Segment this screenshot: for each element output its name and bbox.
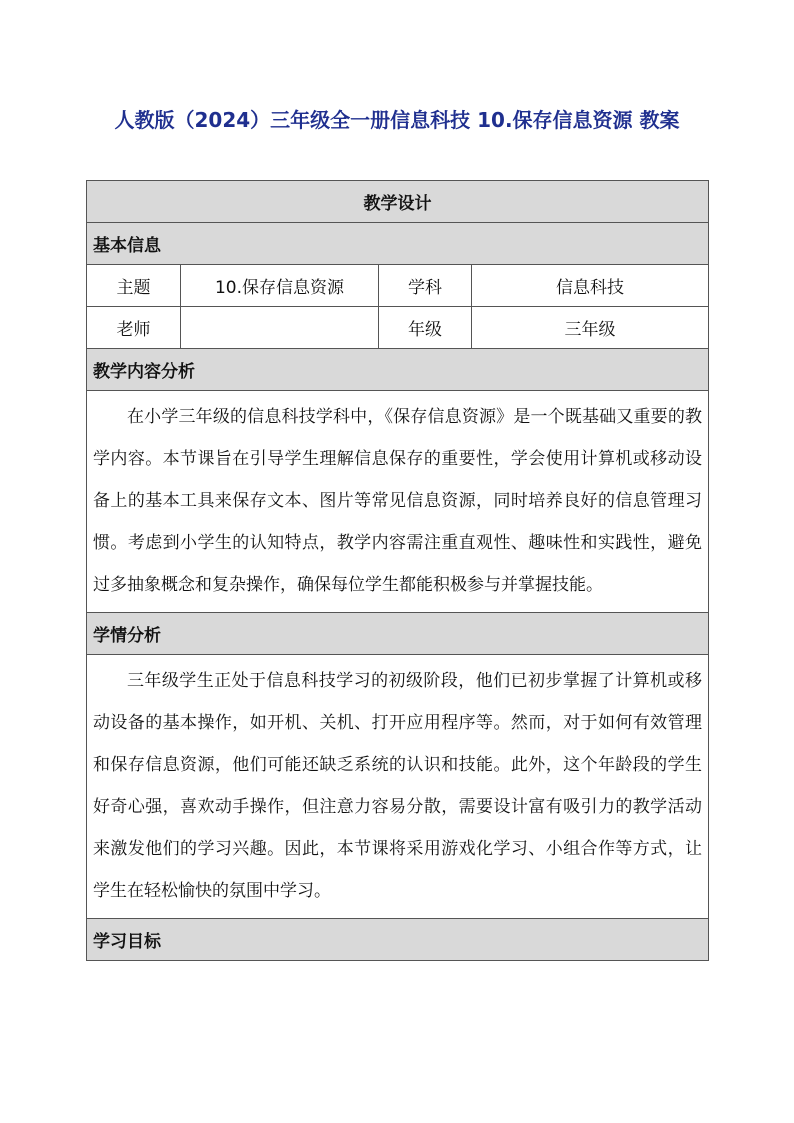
lesson-plan-table (86, 180, 709, 961)
grade-label: 年级 (379, 307, 472, 349)
info-row-teacher (87, 307, 709, 349)
teacher-label: 老师 (87, 307, 181, 349)
teacher-value (181, 307, 379, 349)
grade-value: 三年级 (472, 307, 709, 349)
section-content-analysis: 教学内容分析 (87, 349, 709, 391)
subject-value: 信息科技 (472, 265, 709, 307)
topic-label: 主题 (87, 265, 181, 307)
topic-value: 10.保存信息资源 (181, 265, 379, 307)
document-title: 人教版（2024）三年级全一册信息科技 10.保存信息资源 教案 (114, 108, 680, 132)
table-header: 教学设计 (87, 181, 709, 223)
section-learner-analysis: 学情分析 (87, 613, 709, 655)
learner-analysis-text: 三年级学生正处于信息科技学习的初级阶段，他们已初步掌握了计算机或移动设备的基本操作，如开机、关机、打开应用程序等。然而，对于如何有效管理和保存信息资源，他们可能还缺乏系统的认识和技能。此外，这个年龄段的学生好奇心强，喜欢动手操作，但注意力容易分散，需要设计富有吸引力的教学活动来激发他们的学习兴趣。因此，本节课将采用游戏化学习、小组合作等方式，让学生在轻松愉快的氛围中学习。 (87, 655, 709, 919)
subject-label: 学科 (379, 265, 472, 307)
content-analysis-text: 在小学三年级的信息科技学科中，《保存信息资源》是一个既基础又重要的教学内容。本节课旨在引导学生理解信息保存的重要性，学会使用计算机或移动设备上的基本工具来保存文本、图片等常见信息资源，同时培养良好的信息管理习惯。考虑到小学生的认知特点，教学内容需注重直观性、趣味性和实践性，避免过多抽象概念和复杂操作，确保每位学生都能积极参与并掌握技能。 (87, 391, 709, 613)
info-row-topic (87, 265, 709, 307)
section-objectives: 学习目标 (87, 919, 709, 961)
section-basic-info: 基本信息 (87, 223, 709, 265)
